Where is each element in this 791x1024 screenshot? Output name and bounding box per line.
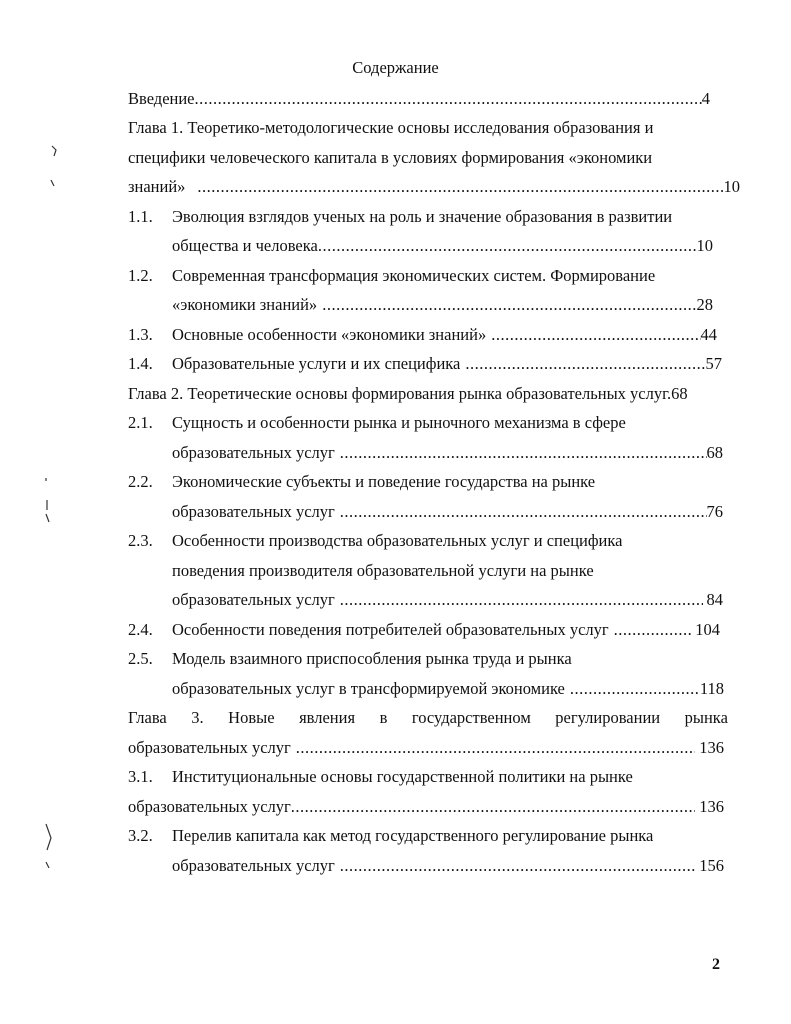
- section-2-2-line-2: [172, 501, 723, 523]
- toc-entry-intro: [128, 88, 710, 110]
- section-number: 1.4.: [128, 354, 153, 373]
- leader-dots: [296, 737, 695, 759]
- section-number: 1.2.: [128, 266, 153, 285]
- toc-page-number: 136: [699, 738, 724, 757]
- section-number: 1.1.: [128, 207, 153, 226]
- section-3-1-line-1: Институциональные основы государственной политики на рынке: [172, 767, 633, 786]
- section-3-2-line-1: Перелив капитала как метод государственного регулирование рынка: [172, 826, 654, 845]
- scan-mark: [46, 862, 49, 868]
- section-2-1-line-2: [172, 442, 723, 464]
- section-1-4: [172, 353, 722, 375]
- toc-entry-text: «экономики знаний»: [172, 295, 318, 314]
- section-number: 2.4.: [128, 620, 153, 639]
- leader-dots: [570, 678, 700, 700]
- chapter-3-word: 3.: [191, 708, 204, 727]
- toc-entry-text: образовательных услуг: [172, 502, 335, 521]
- leader-dots: [197, 176, 723, 198]
- toc-entry-text: знаний»: [128, 177, 186, 196]
- section-number: 2.2.: [128, 472, 153, 491]
- toc-page-number: 118: [699, 679, 724, 698]
- toc-page-number: 84: [706, 590, 723, 609]
- section-3-1-line-2: [128, 796, 724, 818]
- leader-dots: [465, 353, 705, 375]
- leader-dots: [340, 855, 695, 877]
- toc-page-number: 68: [706, 443, 723, 462]
- toc-page-number: 136: [699, 797, 724, 816]
- section-number: 2.5.: [128, 649, 153, 668]
- section-number: 2.1.: [128, 413, 153, 432]
- leader-dots: [614, 619, 692, 641]
- chapter-1-line-1: Глава 1. Теоретико-методологические основы исследования образования и: [128, 118, 654, 137]
- chapter-1-line-2: специфики человеческого капитала в условиях формирования «экономики: [128, 148, 653, 167]
- toc-entry-text: Основные особенности «экономики знаний»: [172, 325, 487, 344]
- toc-title: Содержание: [352, 58, 439, 77]
- section-2-5-line-2: [172, 678, 724, 700]
- section-1-1-line-1: Эволюция взглядов ученых на роль и значение образования в развитии: [172, 207, 673, 226]
- toc-page-number: 44: [700, 325, 717, 344]
- chapter-3-word: явления: [299, 708, 356, 727]
- chapter-2: Глава 2. Теоретические основы формирования рынка образовательных услуг.68: [128, 384, 688, 403]
- toc-page-number: 10: [696, 236, 713, 255]
- leader-dots: [340, 501, 707, 523]
- section-number: 3.1.: [128, 767, 153, 786]
- chapter-3-word: государственном: [411, 708, 531, 727]
- section-1-1-line-2: [172, 235, 713, 257]
- toc-entry-text: образовательных услуг: [128, 797, 291, 816]
- section-1-2-line-2: [172, 294, 713, 316]
- scan-mark: [51, 180, 54, 186]
- toc-entry-text: общества и человека: [172, 236, 318, 255]
- toc-entry-text: Введение: [128, 89, 195, 108]
- leader-dots: [291, 796, 695, 818]
- leader-dots: [322, 294, 696, 316]
- section-2-5-line-1: Модель взаимного приспособления рынка труда и рынка: [172, 649, 572, 668]
- toc-page-number: 156: [699, 856, 724, 875]
- section-1-3: [172, 324, 717, 346]
- toc-entry-text: образовательных услуг в трансформируемой экономике: [172, 679, 565, 698]
- toc-page-number: 104: [695, 620, 720, 639]
- chapter-1-line-3: [128, 176, 740, 198]
- chapter-3-word: рынка: [684, 708, 728, 727]
- chapter-3-word: Новые: [228, 708, 275, 727]
- section-2-4: [172, 619, 720, 641]
- toc-entry-text: Образовательные услуги и их специфика: [172, 354, 461, 373]
- leader-dots: [340, 589, 703, 611]
- scan-mark: [46, 514, 49, 522]
- chapter-3-word: регулировании: [555, 708, 661, 727]
- toc-entry-text: образовательных услуг: [128, 738, 291, 757]
- section-2-3-line-3: [172, 589, 723, 611]
- section-number: 3.2.: [128, 826, 153, 845]
- toc-page-number: 4: [701, 89, 710, 108]
- toc-entry-text: образовательных услуг: [172, 590, 335, 609]
- toc-entry-text: образовательных услуг: [172, 856, 335, 875]
- toc-page-number: 76: [706, 502, 723, 521]
- section-3-2-line-2: [172, 855, 724, 877]
- section-number: 2.3.: [128, 531, 153, 550]
- chapter-3-line-2: [128, 737, 724, 759]
- toc-entry-text: образовательных услуг: [172, 443, 335, 462]
- toc-page-number: 57: [705, 354, 722, 373]
- section-2-3-line-1: Особенности производства образовательных услуг и специфика: [172, 531, 623, 550]
- leader-dots: [195, 88, 702, 110]
- leader-dots: [491, 324, 700, 346]
- toc-page-number: 28: [696, 295, 713, 314]
- toc-entry-text: Особенности поведения потребителей образовательных услуг: [172, 620, 609, 639]
- section-2-1-line-1: Сущность и особенности рынка и рыночного механизма в сфере: [172, 413, 626, 432]
- section-number: 1.3.: [128, 325, 153, 344]
- scan-mark: [52, 146, 56, 156]
- leader-dots: [318, 235, 697, 257]
- chapter-3-word: в: [379, 708, 388, 727]
- toc-page-number: 10: [723, 177, 740, 196]
- chapter-3-line-1: [128, 707, 728, 729]
- leader-dots: [340, 442, 707, 464]
- page-number: 2: [712, 956, 720, 973]
- section-1-2-line-1: Современная трансформация экономических систем. Формирование: [172, 266, 656, 285]
- chapter-3-word: Глава: [128, 708, 167, 727]
- scan-mark: [46, 824, 51, 850]
- section-2-3-line-2: поведения производителя образовательной услуги на рынке: [172, 561, 594, 580]
- section-2-2-line-1: Экономические субъекты и поведение государства на рынке: [172, 472, 596, 491]
